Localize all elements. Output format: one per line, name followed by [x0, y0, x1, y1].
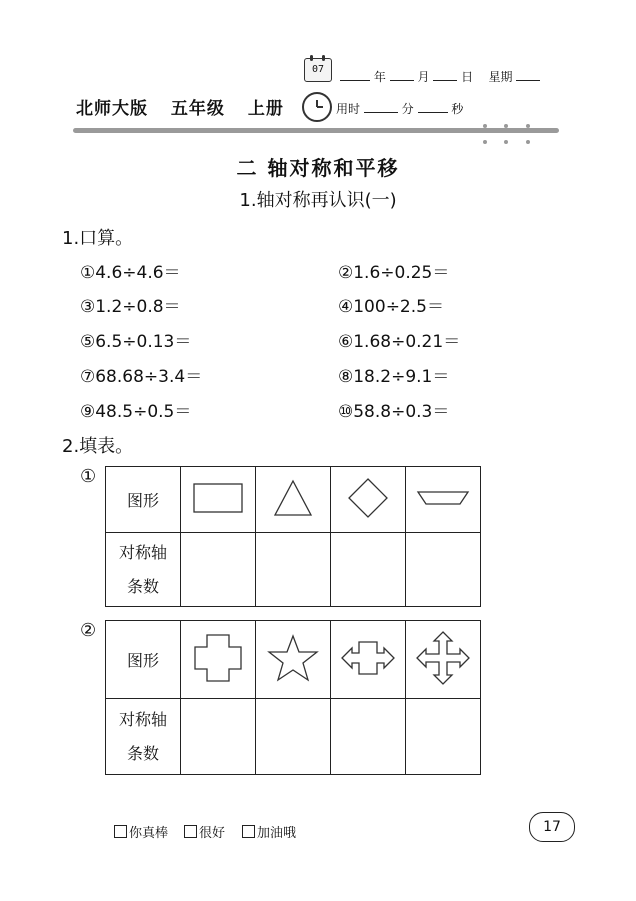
problem-9: ⑨48.5÷0.5＝	[80, 402, 192, 422]
answer-cell[interactable]	[181, 533, 256, 607]
table-1-marker: ①	[80, 466, 97, 487]
row-label-shape: 图形	[106, 621, 181, 699]
trapezoid-icon	[415, 488, 471, 508]
rating-option-keep-going[interactable]: 加油哦	[242, 822, 296, 841]
problem-5: ⑤6.5÷0.13＝	[80, 332, 192, 352]
shape-cell	[331, 621, 406, 699]
book-volume: 上册	[247, 99, 284, 119]
row-label-axes: 对称轴 条数	[106, 533, 181, 607]
year-label: 年	[373, 70, 386, 84]
shape-cell	[256, 467, 331, 533]
question-1-title: 1.口算。	[62, 228, 134, 249]
answer-cell[interactable]	[181, 699, 256, 775]
checkbox-icon[interactable]	[184, 825, 197, 838]
table-2	[105, 620, 481, 775]
shape-cell	[406, 467, 481, 533]
problem-8: ⑧18.2÷9.1＝	[338, 367, 450, 387]
double-arrow-icon	[339, 636, 397, 680]
triangle-icon	[271, 478, 315, 518]
problem-4: ④100÷2.5＝	[338, 297, 444, 317]
calendar-day: 07	[311, 64, 325, 75]
book-grade: 五年级	[170, 99, 225, 119]
time-used-line	[336, 100, 463, 117]
row-label-shape: 图形	[106, 467, 181, 533]
shape-cell	[181, 621, 256, 699]
answer-cell[interactable]	[256, 699, 331, 775]
table-2-marker: ②	[80, 620, 97, 641]
rule-dots	[480, 124, 540, 148]
minutes-label: 分	[401, 102, 414, 116]
date-header	[300, 58, 620, 88]
rectangle-icon	[191, 481, 245, 515]
seconds-label: 秒	[451, 102, 464, 116]
checkbox-icon[interactable]	[114, 825, 127, 838]
question-2-title: 2.填表。	[62, 436, 134, 457]
shape-cell	[181, 467, 256, 533]
checkbox-icon[interactable]	[242, 825, 255, 838]
table-1	[105, 466, 481, 607]
answer-cell[interactable]	[406, 533, 481, 607]
answer-cell[interactable]	[256, 533, 331, 607]
chapter-title: 二 轴对称和平移	[236, 156, 400, 180]
answer-cell[interactable]	[331, 533, 406, 607]
problem-7: ⑦68.68÷3.4＝	[80, 367, 203, 387]
problem-3: ③1.2÷0.8＝	[80, 297, 181, 317]
cross-icon	[191, 631, 245, 685]
clock-icon	[302, 92, 332, 122]
page-number: 17	[529, 812, 575, 842]
shape-cell	[406, 621, 481, 699]
time-used-label: 用时	[336, 102, 361, 116]
month-label: 月	[417, 70, 430, 84]
four-arrow-icon	[414, 629, 472, 687]
day-label: 日	[461, 70, 474, 84]
row-label-axes: 对称轴 条数	[106, 699, 181, 775]
shape-cell	[256, 621, 331, 699]
weekday-label: 星期	[488, 70, 513, 84]
book-title	[76, 94, 300, 119]
problem-10: ⑩58.8÷0.3＝	[338, 402, 450, 422]
rating-option-good[interactable]: 很好	[184, 822, 225, 841]
answer-cell[interactable]	[406, 699, 481, 775]
diamond-icon	[346, 476, 390, 520]
star-icon	[266, 633, 320, 683]
problem-1: ①4.6÷4.6＝	[80, 263, 181, 283]
problem-6: ⑥1.68÷0.21＝	[338, 332, 461, 352]
shape-cell	[331, 467, 406, 533]
answer-cell[interactable]	[331, 699, 406, 775]
book-publisher: 北师大版	[76, 99, 148, 119]
calendar-icon	[304, 58, 332, 82]
problem-2: ②1.6÷0.25＝	[338, 263, 450, 283]
lesson-title: 1.轴对称再认识(一)	[239, 190, 397, 211]
rating-option-great[interactable]: 你真棒	[114, 822, 168, 841]
